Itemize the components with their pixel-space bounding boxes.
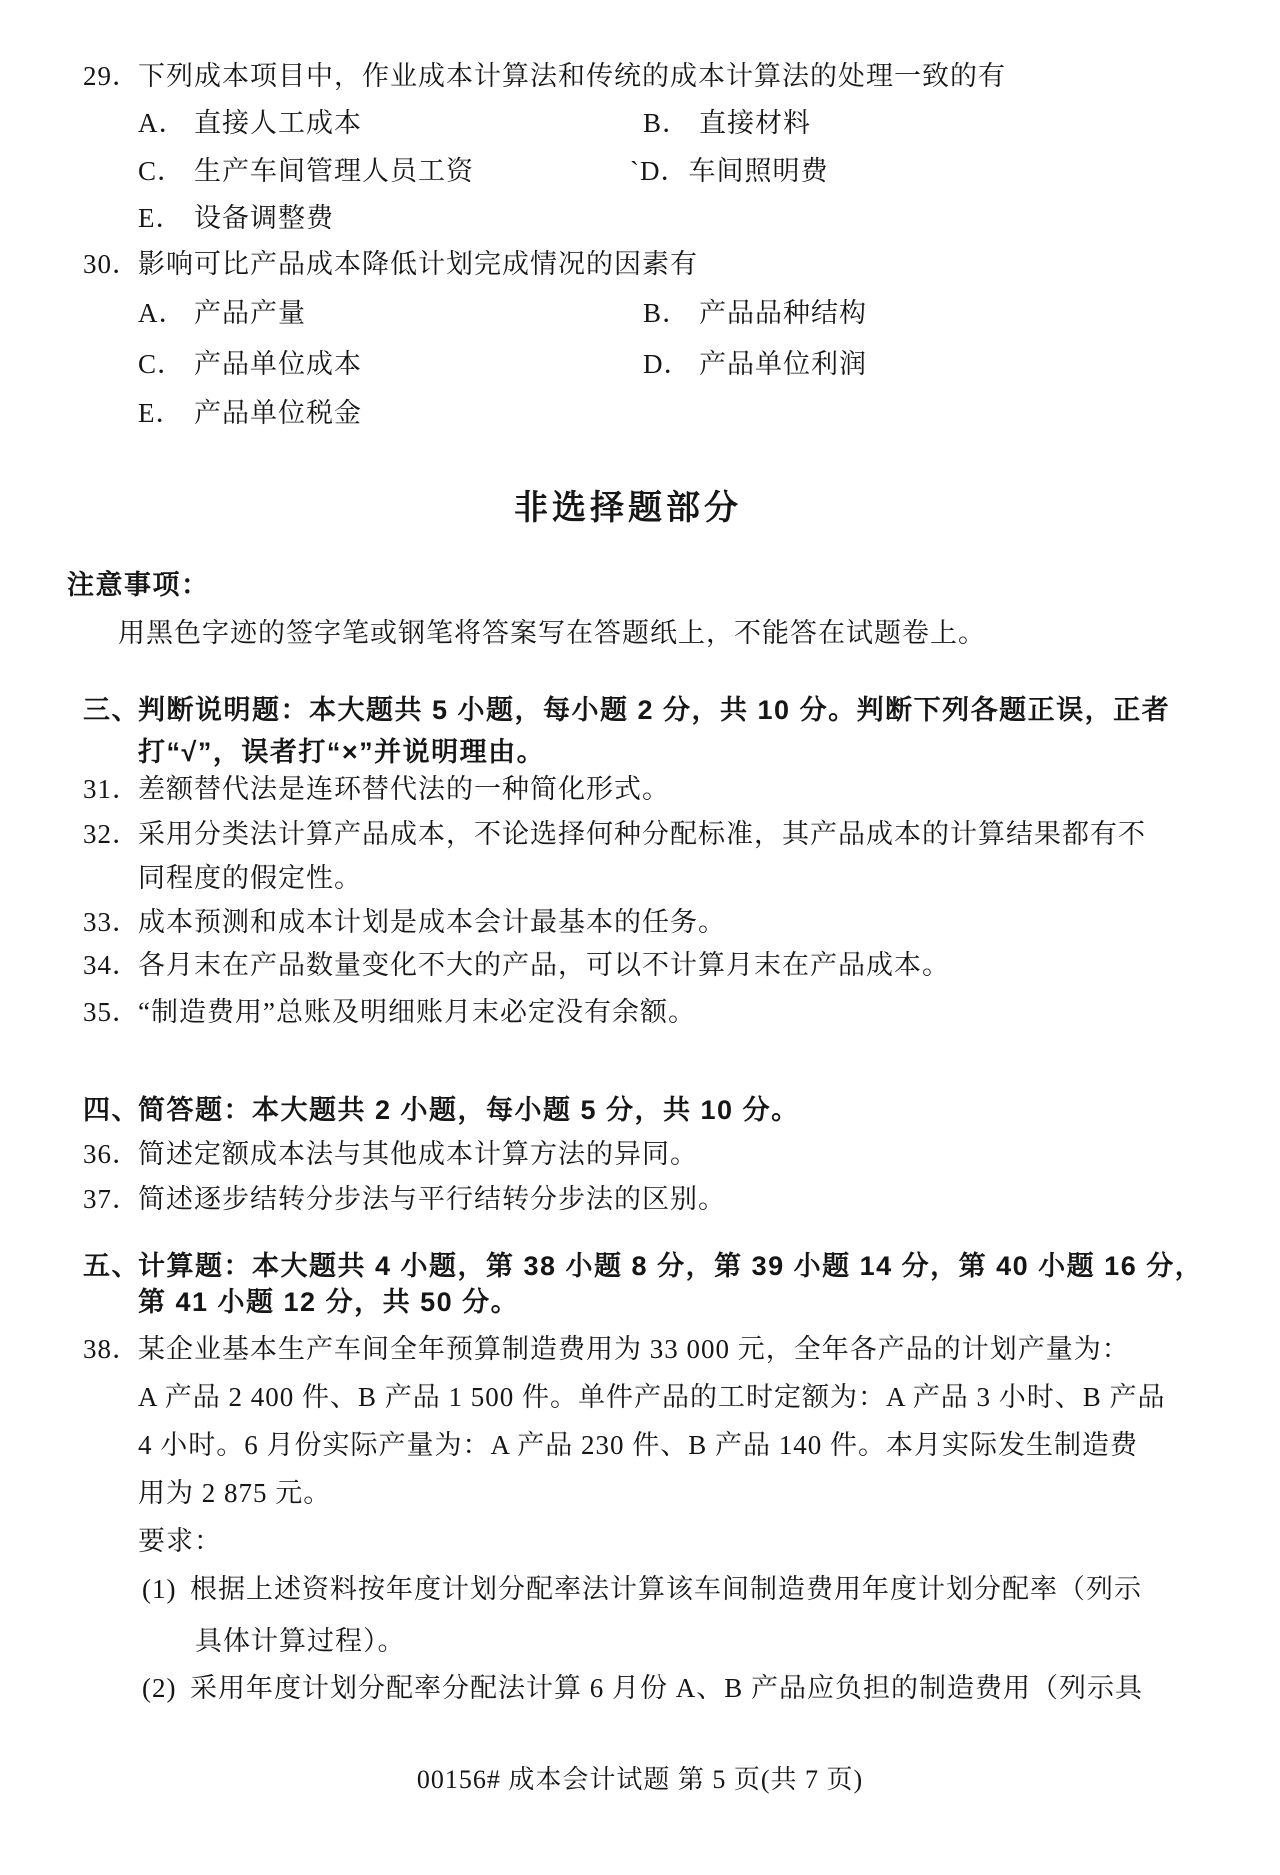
question-33 (83, 904, 726, 940)
sub1-label: (1) (142, 1574, 177, 1604)
option-e-text: 设备调整费 (194, 203, 334, 233)
option-a-label: A． (138, 108, 187, 138)
question-35-number: 35． (83, 997, 140, 1027)
question-30-option-a (138, 295, 306, 331)
question-29-stem (83, 58, 1006, 94)
question-29-option-d (630, 153, 829, 189)
question-35 (83, 994, 696, 1030)
section-5-header-line2: 第 41 小题 12 分，共 50 分。 (138, 1287, 520, 1317)
question-30-option-d (643, 346, 867, 382)
question-32-line1 (83, 816, 1146, 852)
question-31-text: 差额替代法是连环替代法的一种简化形式。 (138, 774, 670, 804)
question-32-text: 采用分类法计算产品成本，不论选择何种分配标准，其产品成本的计算结果都有不 (138, 819, 1146, 849)
page-footer: 00156# 成本会计试题 第 5 页(共 7 页) (416, 1765, 864, 1794)
question-30-text: 影响可比产品成本降低计划完成情况的因素有 (138, 249, 698, 279)
option-b-text: 直接材料 (699, 108, 811, 138)
question-37-text: 简述逐步结转分步法与平行结转分步法的区别。 (138, 1184, 726, 1214)
option-c-text: 生产车间管理人员工资 (194, 156, 474, 186)
sub1-text-line1: 根据上述资料按年度计划分配率法计算该车间制造费用年度计划分配率（列示 (190, 1574, 1142, 1604)
section-3-header-line1 (83, 692, 1170, 728)
question-38-number: 38． (83, 1334, 140, 1364)
option-d-label: D． (643, 349, 692, 379)
question-30-stem (83, 246, 698, 282)
section-5-header-text: 计算题：本大题共 4 小题，第 38 小题 8 分，第 39 小题 14 分，第 40 小题 16 分， (138, 1251, 1204, 1281)
section-3-header-line2: 打“√”，误者打“×”并说明理由。 (138, 737, 546, 767)
option-c-label: C． (138, 349, 186, 379)
option-a-text: 产品产量 (194, 298, 306, 328)
question-36-text: 简述定额成本法与其他成本计算方法的异同。 (138, 1139, 698, 1169)
question-31-number: 31． (83, 774, 140, 804)
question-32-line2: 同程度的假定性。 (138, 863, 362, 893)
section-5-marker: 五、 (83, 1251, 140, 1281)
option-e-text: 产品单位税金 (194, 398, 362, 428)
question-38-line2: A 产品 2 400 件、B 产品 1 500 件。单件产品的工时定额为：A 产品 3 小时、B 产品 (138, 1382, 1166, 1412)
question-37-number: 37． (83, 1184, 140, 1214)
option-e-label: E． (138, 398, 184, 428)
notice-body: 用黑色字迹的签字笔或钢笔将答案写在答题纸上，不能答在试题卷上。 (118, 618, 986, 648)
question-38-sub1-line1 (142, 1571, 1142, 1607)
option-c-text: 产品单位成本 (194, 349, 362, 379)
section-5-header-line1 (83, 1248, 1203, 1284)
question-37 (83, 1181, 726, 1217)
question-29-option-e (138, 200, 334, 236)
option-b-label: B． (643, 298, 691, 328)
question-34-text: 各月末在产品数量变化不大的产品，可以不计算月末在产品成本。 (138, 950, 950, 980)
option-a-label: A． (138, 298, 187, 328)
question-34-number: 34． (83, 950, 140, 980)
question-29-option-c (138, 153, 474, 189)
question-38-sub2-line1 (142, 1670, 1143, 1706)
question-29-text: 下列成本项目中，作业成本计算法和传统的成本计算法的处理一致的有 (138, 61, 1006, 91)
question-38-line3: 4 小时。6 月份实际产量为：A 产品 230 件、B 产品 140 件。本月实际发生制造费 (138, 1430, 1139, 1460)
section-3-header-text: 判断说明题：本大题共 5 小题，每小题 2 分，共 10 分。判断下列各题正误，正者 (138, 695, 1171, 725)
question-36 (83, 1136, 698, 1172)
question-29-number: 29． (83, 61, 140, 91)
question-33-number: 33． (83, 907, 140, 937)
option-d-text: 车间照明费 (688, 156, 829, 186)
question-31 (83, 771, 670, 807)
option-b-label: B． (643, 108, 691, 138)
question-30-option-e (138, 395, 362, 431)
question-38-sub1-line2: 具体计算过程）。 (195, 1626, 406, 1656)
question-36-number: 36． (83, 1139, 140, 1169)
option-e-label: E． (138, 203, 184, 233)
question-32-number: 32． (83, 819, 140, 849)
option-d-text: 产品单位利润 (699, 349, 867, 379)
question-38-text-line1: 某企业基本生产车间全年预算制造费用为 33 000 元，全年各产品的计划产量为： (138, 1334, 1130, 1364)
part-heading: 非选择题部分 (514, 489, 742, 527)
question-34 (83, 947, 950, 983)
section-4-header-text: 简答题：本大题共 2 小题，每小题 5 分，共 10 分。 (138, 1095, 800, 1125)
question-35-text: “制造费用”总账及明细账月末必定没有余额。 (138, 997, 696, 1027)
sub2-label: (2) (142, 1673, 177, 1703)
question-30-number: 30． (83, 249, 140, 279)
option-c-label: C． (138, 156, 186, 186)
option-a-text: 直接人工成本 (194, 108, 362, 138)
section-4-header (83, 1092, 800, 1128)
question-38-line4: 用为 2 875 元。 (138, 1478, 332, 1508)
notice-title: 注意事项： (67, 570, 210, 600)
question-33-text: 成本预测和成本计划是成本会计最基本的任务。 (138, 907, 726, 937)
option-b-text: 产品品种结构 (699, 298, 867, 328)
question-29-option-a (138, 105, 362, 141)
question-38-require-label: 要求： (138, 1526, 222, 1556)
section-3-marker: 三、 (83, 695, 140, 725)
question-29-option-b (643, 105, 811, 141)
question-38-line1 (83, 1331, 1130, 1367)
section-4-marker: 四、 (83, 1095, 140, 1125)
question-30-option-c (138, 346, 362, 382)
option-d-label: `D． (630, 156, 689, 186)
sub2-text-line1: 采用年度计划分配率分配法计算 6 月份 A、B 产品应负担的制造费用（列示具 (190, 1673, 1144, 1703)
question-30-option-b (643, 295, 867, 331)
